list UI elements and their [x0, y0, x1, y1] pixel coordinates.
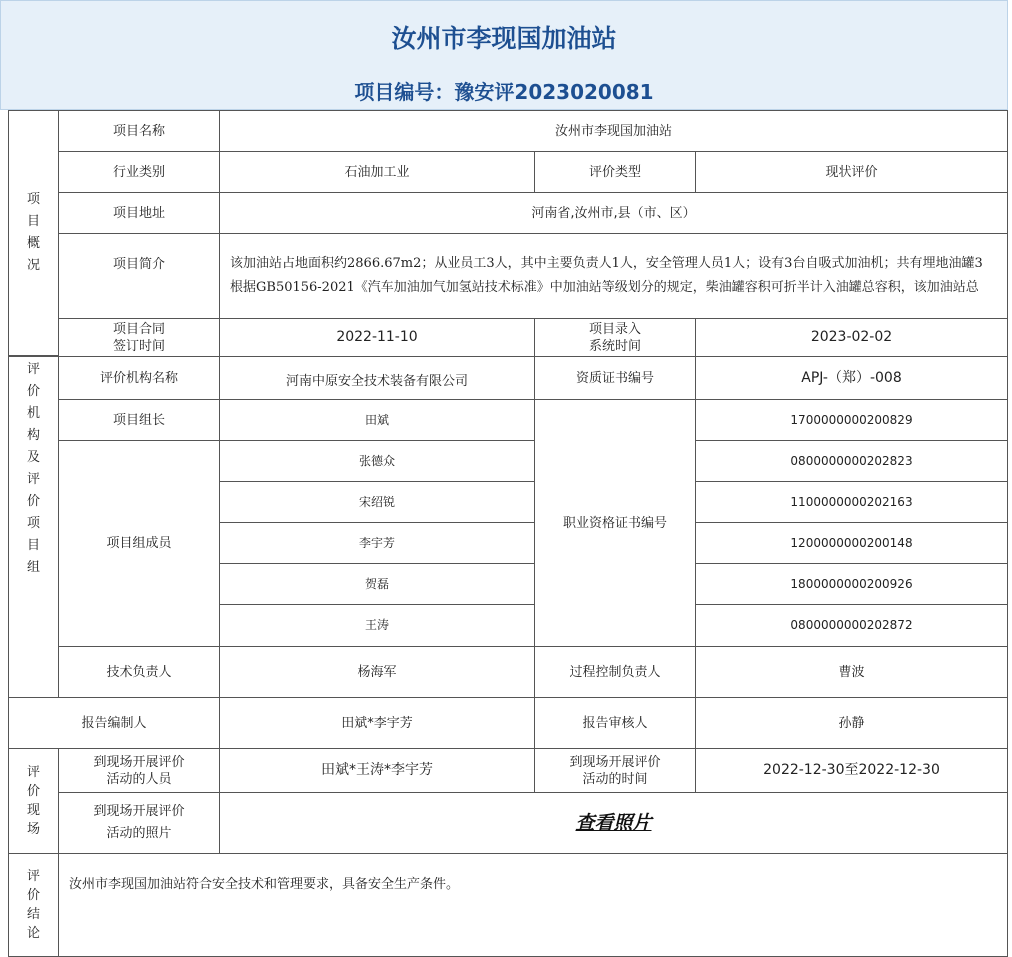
label-line: 签订时间	[112, 338, 165, 354]
value-tech-lead: 杨海军	[219, 646, 535, 698]
label-qualification: 职业资格证书编号	[534, 399, 696, 647]
section-char: 目	[26, 214, 40, 229]
section-char: 项	[26, 192, 40, 207]
section-conclusion	[8, 853, 59, 957]
section-org	[8, 356, 59, 698]
label-agency: 评价机构名称	[58, 356, 220, 400]
section-char: 及	[26, 450, 40, 465]
project-number: 项目编号：豫安评2023020081	[354, 80, 654, 104]
member-name: 李宇芳	[219, 522, 535, 564]
label-cert: 资质证书编号	[534, 356, 696, 400]
label-members: 项目组成员	[58, 440, 220, 647]
label-contract-date	[58, 318, 220, 357]
value-entry-date: 2023-02-02	[695, 318, 1008, 357]
label-line: 到现场开展评价	[93, 754, 185, 770]
member-cert: 1800000000200926	[695, 563, 1008, 605]
value-report-reviewer: 孙静	[695, 697, 1008, 749]
value-agency: 河南中原安全技术装备有限公司	[219, 356, 535, 400]
label-site-time	[534, 748, 696, 793]
section-char: 现	[26, 803, 40, 818]
view-photos-link[interactable]: 查看照片	[575, 811, 652, 834]
section-char: 价	[26, 888, 40, 903]
member-name: 张德众	[219, 440, 535, 482]
label-line: 到现场开展评价	[93, 804, 185, 819]
label-process-lead: 过程控制负责人	[534, 646, 696, 698]
section-char: 价	[26, 494, 40, 509]
value-industry: 石油加工业	[219, 151, 535, 193]
section-char: 评	[26, 765, 40, 780]
intro-line: 根据GB50156-2021《汽车加油加气加氢站技术标准》中加油站等级划分的规定，柴油罐容积可折半计入油罐总容积，该加油站总	[230, 280, 979, 295]
value-process-lead: 曹波	[695, 646, 1008, 698]
label-line: 项目录入	[588, 321, 641, 337]
label-report-reviewer: 报告审核人	[534, 697, 696, 749]
section-char: 评	[26, 869, 40, 884]
member-cert: 0800000000202872	[695, 604, 1008, 647]
value-report-author: 田斌*李宇芳	[219, 697, 535, 749]
conclusion-text: 汝州市李现国加油站符合安全技术和管理要求，具备安全生产条件。	[58, 853, 1008, 957]
member-cert: 0800000000202823	[695, 440, 1008, 482]
value-cert: APJ-（郑）-008	[695, 356, 1008, 400]
section-site	[8, 748, 59, 854]
section-overview	[8, 110, 59, 356]
value-intro	[219, 233, 1008, 319]
value-address: 河南省,汝州市,县（市、区）	[219, 192, 1008, 234]
label-line: 活动的时间	[582, 771, 648, 787]
value-site-time: 2022-12-30至2022-12-30	[695, 748, 1008, 793]
member-name: 宋绍锐	[219, 481, 535, 523]
section-char: 价	[26, 784, 40, 799]
section-char: 价	[26, 384, 40, 399]
value-contract-date: 2022-11-10	[219, 318, 535, 357]
label-report-author: 报告编制人	[8, 697, 220, 749]
member-name: 王涛	[219, 604, 535, 647]
label-intro: 项目简介	[58, 233, 220, 319]
label-entry-date	[534, 318, 696, 357]
section-char: 况	[26, 258, 40, 273]
label-eval-type: 评价类型	[534, 151, 696, 193]
value-leader-cert: 1700000000200829	[695, 399, 1008, 441]
label-address: 项目地址	[58, 192, 220, 234]
label-site-photos	[58, 792, 220, 854]
value-eval-type: 现状评价	[695, 151, 1008, 193]
section-char: 场	[26, 822, 40, 837]
label-leader: 项目组长	[58, 399, 220, 441]
label-line: 项目合同	[112, 321, 165, 337]
label-line: 系统时间	[588, 338, 641, 354]
section-char: 项	[26, 516, 40, 531]
label-tech-lead: 技术负责人	[58, 646, 220, 698]
label-project-name: 项目名称	[58, 110, 220, 152]
value-leader: 田斌	[219, 399, 535, 441]
section-char: 评	[26, 472, 40, 487]
section-char: 构	[26, 428, 40, 443]
member-cert: 1200000000200148	[695, 522, 1008, 564]
intro-line: 该加油站占地面积约2866.67m2；从业员工3人，其中主要负责人1人，安全管理人员1人；设有3台自吸式加油机；共有埋地油罐3	[230, 256, 983, 271]
label-line: 到现场开展评价	[569, 754, 661, 770]
label-line: 活动的人员	[106, 771, 172, 787]
photo-cell	[219, 792, 1008, 854]
label-site-people	[58, 748, 220, 793]
label-line: 活动的照片	[106, 826, 172, 841]
page-title: 汝州市李现国加油站	[391, 24, 617, 53]
member-name: 贺磊	[219, 563, 535, 605]
section-char: 目	[26, 538, 40, 553]
section-char: 组	[26, 560, 40, 575]
label-industry: 行业类别	[58, 151, 220, 193]
member-cert: 1100000000202163	[695, 481, 1008, 523]
section-char: 论	[26, 926, 40, 941]
section-char: 结	[26, 907, 40, 922]
section-char: 评	[26, 362, 40, 377]
section-char: 概	[26, 236, 40, 251]
value-site-people: 田斌*王涛*李宇芳	[219, 748, 535, 793]
value-project-name: 汝州市李现国加油站	[219, 110, 1008, 152]
section-char: 机	[26, 406, 40, 421]
